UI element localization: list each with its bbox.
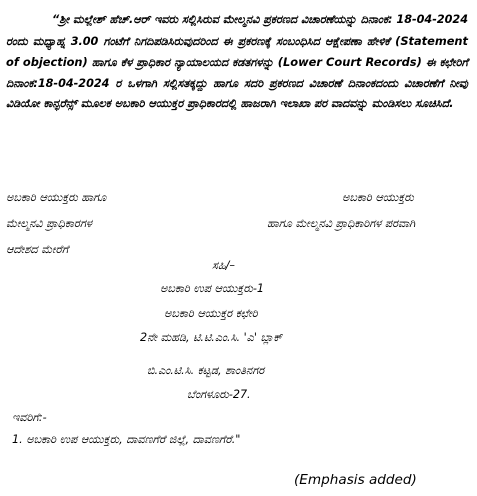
- paragraph-text-part2: ಹಾಗೂ ಕೆಳ ಪ್ರಾಧಿಕಾರ ನ್ಯಾಯಾಲಯದ ಕಡತಗಳನ್ನು: [87, 56, 278, 70]
- signatory-floor: 2ನೇ ಮಹಡಿ, ಟಿ.ಟಿ.ಎಂ.ಸಿ. 'ಎ' ಬ್ಲಾಕ್: [140, 331, 283, 344]
- recipients-heading: ಇವರಿಗೆ:-: [12, 411, 47, 424]
- signature-left-line3: ಆದೇಶದ ಮೇರೆಗೆ: [6, 243, 69, 256]
- signatory-city: ಬೆಂಗಳೂರು-27.: [187, 388, 251, 401]
- signature-right-line2: ಹಾಗೂ ಮೇಲ್ಮನವಿ ಪ್ರಾಧಿಕಾರಿಗಳ ಪರವಾಗಿ: [267, 217, 416, 230]
- lower-court-records-term: (Lower Court Records): [277, 55, 422, 70]
- signature-right-line1: ಅಬಕಾರಿ ಆಯುಕ್ತರು: [342, 191, 414, 204]
- signature-left-line2: ಮೇಲ್ಮನವಿ ಪ್ರಾಧಿಕಾರಗಳ: [6, 217, 92, 230]
- signatory-office: ಅಬಕಾರಿ ಆಯುಕ್ತರ ಕಛೇರಿ: [164, 307, 258, 320]
- paragraph-text-part1: “ಶ್ರೀ ಮಲ್ಲೇಶ್ ಹೆಚ್.ಆರ್ ಇವರು ಸಲ್ಲಿಸಿರುವ ಮೇಲ್ಮನವಿ ಪ್ರಕರಣದ ವಿಚಾರಣೆಯನ್ನು ದಿನಾಂಕ: 18-04-2024 ರಂದು ಮಧ್ಯಾಹ್ನ 3.00 ಗಂಟೆಗೆ ನಿಗದಿಪಡಿಸಿರುವುದರಿಂದ ಈ ಪ್ರಕರಣಕ್ಕೆ ಸಂಬಂಧಿಸಿದ ಆಕ್ಷೇಪಣಾ ಹೇಳಿಕೆ: [6, 13, 468, 48]
- signed-mark: ಸಹಿ/–: [212, 259, 235, 272]
- signatory-designation: ಅಬಕಾರಿ ಉಪ ಆಯುಕ್ತರು-1: [160, 282, 265, 295]
- signature-left-line1: ಅಬಕಾರಿ ಆಯುಕ್ತರು ಹಾಗೂ: [6, 191, 107, 204]
- emphasis-added-note: (Emphasis added): [294, 472, 417, 488]
- recipient-item-1: 1. ಅಬಕಾರಿ ಉಪ ಆಯುಕ್ತರು, ದಾವಣಗೆರೆ ಜಿಲ್ಲೆ, ದಾವಣಗೆರೆ.": [12, 433, 241, 446]
- paragraph-text-part3: ಈ ಕಛೇರಿಗೆ ದಿನಾಂಕ:18-04-2024 ರ ಒಳಗಾಗಿ ಸಲ್ಲಿಸತಕ್ಕದ್ದು ಹಾಗೂ ಸದರಿ ಪ್ರಕರಣದ ವಿಚಾರಣೆ ದಿನಾಂಕದಂದು ವಿಚಾರಣೆಗೆ ನೀವು ವಿಡಿಯೋ ಕಾನ್ಫರೆನ್ಸ್ ಮೂಲಕ ಅಬಕಾರಿ ಆಯುಕ್ತರ ಪ್ರಾಧಿಕಾರದಲ್ಲಿ ಹಾಜರಾಗಿ ಇಲಾಖಾ ಪರ ವಾದವನ್ನು ಮಂಡಿಸಲು ಸೂಚಿಸಿದೆ.: [6, 56, 468, 111]
- signatory-building: ಬಿ.ಎಂ.ಟಿ.ಸಿ. ಕಟ್ಟಡ, ಶಾಂತಿನಗರ: [147, 364, 265, 377]
- order-paragraph: [6, 10, 468, 115]
- statement-of-objection-term: (Statement of objection): [6, 33, 468, 70]
